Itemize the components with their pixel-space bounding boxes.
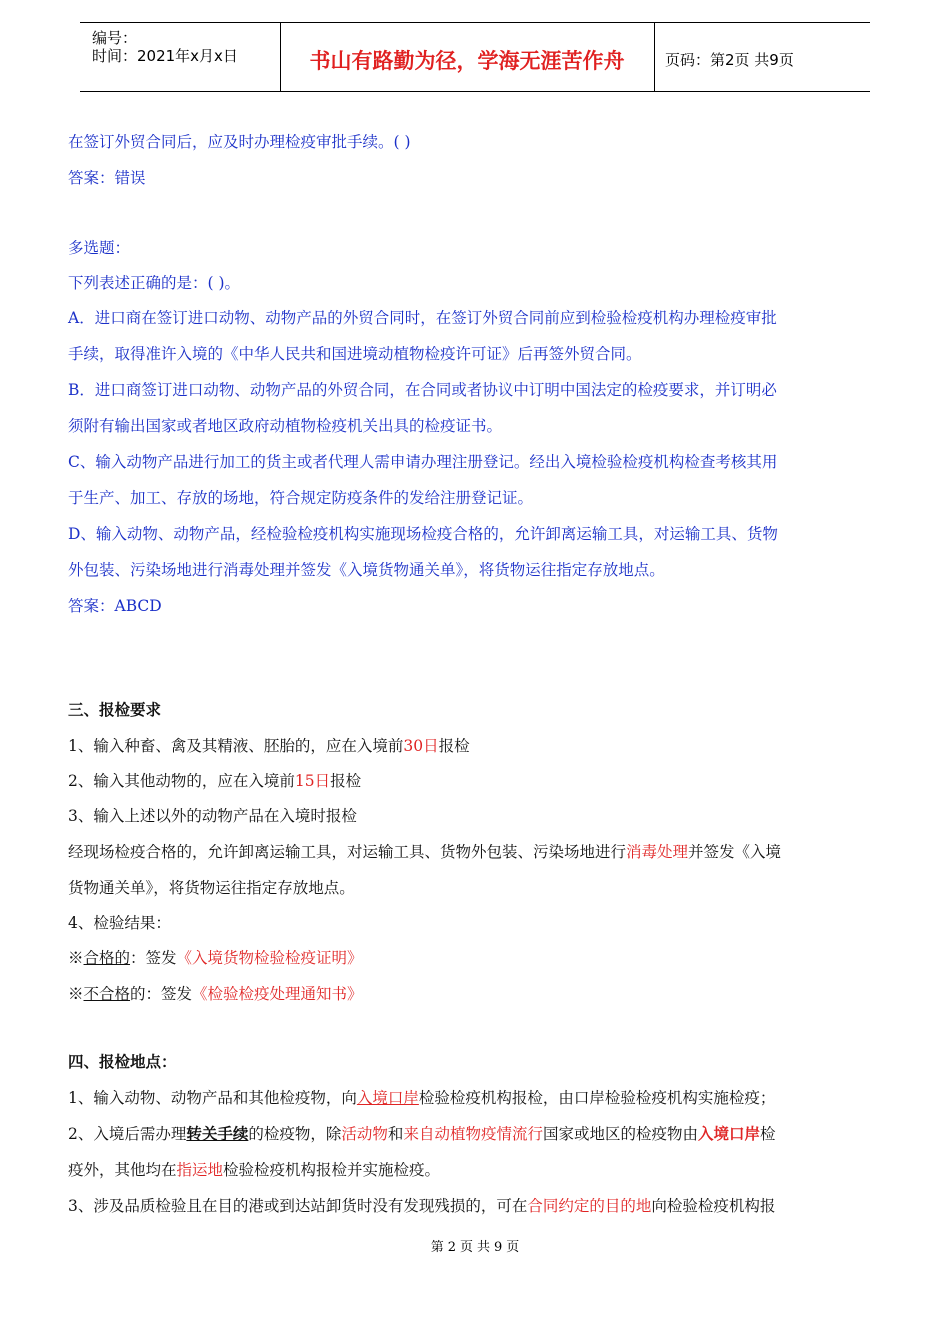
option-d-line2: 外包装、污染场地进行消毒处理并签发《入境货物通关单》，将货物运往指定存放地点。 <box>68 561 665 579</box>
option-a-line1: A．进口商在签订进口动物、动物产品的外贸合同时，在签订外贸合同前应到检验检疫机构办理检疫审批 <box>68 309 777 327</box>
header-meta-cell <box>80 23 281 91</box>
multi-choice-answer: 答案：ABCD <box>68 597 162 615</box>
question-stem: 在签订外贸合同后，应及时办理检疫审批手续。( ) <box>68 133 411 151</box>
option-c-line2: 于生产、加工、存放的场地，符合规定防疫条件的发给注册登记证。 <box>68 489 534 507</box>
section-4-title: 四、报检地点： <box>68 1052 177 1071</box>
sec4-line-3: 疫外，其他均在指运地检验检疫机构报检并实施检疫。 <box>68 1161 441 1179</box>
page-label: 页码：第2页 共9页 <box>665 51 794 69</box>
sec3-line-3: 3、输入上述以外的动物产品在入境时报检 <box>68 807 357 825</box>
option-b-line2: 须附有输出国家或者地区政府动植物检疫机关出具的检疫证书。 <box>68 417 503 435</box>
sec4-line-2: 2、入境后需办理转关手续的检疫物，除活动物和来自动植物疫情流行国家或地区的检疫物由入境口岸检 <box>68 1124 776 1143</box>
option-d-line1: D、输入动物、动物产品，经检验检疫机构实施现场检疫合格的，允许卸离运输工具，对运输工具、货物 <box>68 525 778 543</box>
header-motto-cell <box>280 23 655 91</box>
question-answer: 答案：错误 <box>68 169 146 187</box>
page-header <box>80 22 870 92</box>
sec3-line-5: 货物通关单》，将货物运往指定存放地点。 <box>68 879 355 897</box>
option-c-line1: C、输入动物产品进行加工的货主或者代理人需申请办理注册登记。经出入境检验检疫机构检查考核其用 <box>68 453 778 471</box>
option-b-line1: B．进口商签订进口动物、动物产品的外贸合同，在合同或者协议中订明中国法定的检疫要求，并订明必 <box>68 381 777 399</box>
sec4-line-4: 3、涉及品质检验且在目的港或到达站卸货时没有发现残损的，可在合同约定的目的地向检验检疫机构报 <box>68 1197 776 1215</box>
sec4-line-1: 1、输入动物、动物产品和其他检疫物，向入境口岸检验检疫机构报检，由口岸检验检疫机构实施检疫； <box>68 1089 776 1107</box>
sec3-line-6: 4、检验结果： <box>68 914 171 932</box>
result-pass-line: ※合格的：签发《入境货物检验检疫证明》 <box>68 949 363 967</box>
footer-total-pages: 9 <box>494 1240 503 1255</box>
motto: 书山有路勤为径，学海无涯苦作舟 <box>309 48 625 73</box>
section-3-title: 三、报检要求 <box>68 700 162 719</box>
multi-choice-stem: 下列表述正确的是：( )。 <box>68 274 241 292</box>
time-label: 时间：2021年x月x日 <box>92 47 238 65</box>
option-a-line2: 手续，取得准许入境的《中华人民共和国进境动植物检疫许可证》后再签外贸合同。 <box>68 345 642 363</box>
multi-choice-label: 多选题： <box>68 239 131 257</box>
sec3-line-1: 1、输入种畜、禽及其精液、胚胎的，应在入境前30日报检 <box>68 737 470 755</box>
header-page-cell <box>655 23 870 91</box>
result-fail-line: ※不合格的：签发《检验检疫处理通知书》 <box>68 985 363 1003</box>
sec3-line-4: 经现场检疫合格的，允许卸离运输工具，对运输工具、货物外包装、污染场地进行消毒处理并签发《入境 <box>68 843 782 861</box>
page-footer: 第 2 页 共 9 页 <box>430 1240 520 1255</box>
sec3-line-2: 2、输入其他动物的，应在入境前15日报检 <box>68 772 362 790</box>
number-label: 编号： <box>92 29 138 47</box>
footer-page-number: 2 <box>447 1240 456 1255</box>
